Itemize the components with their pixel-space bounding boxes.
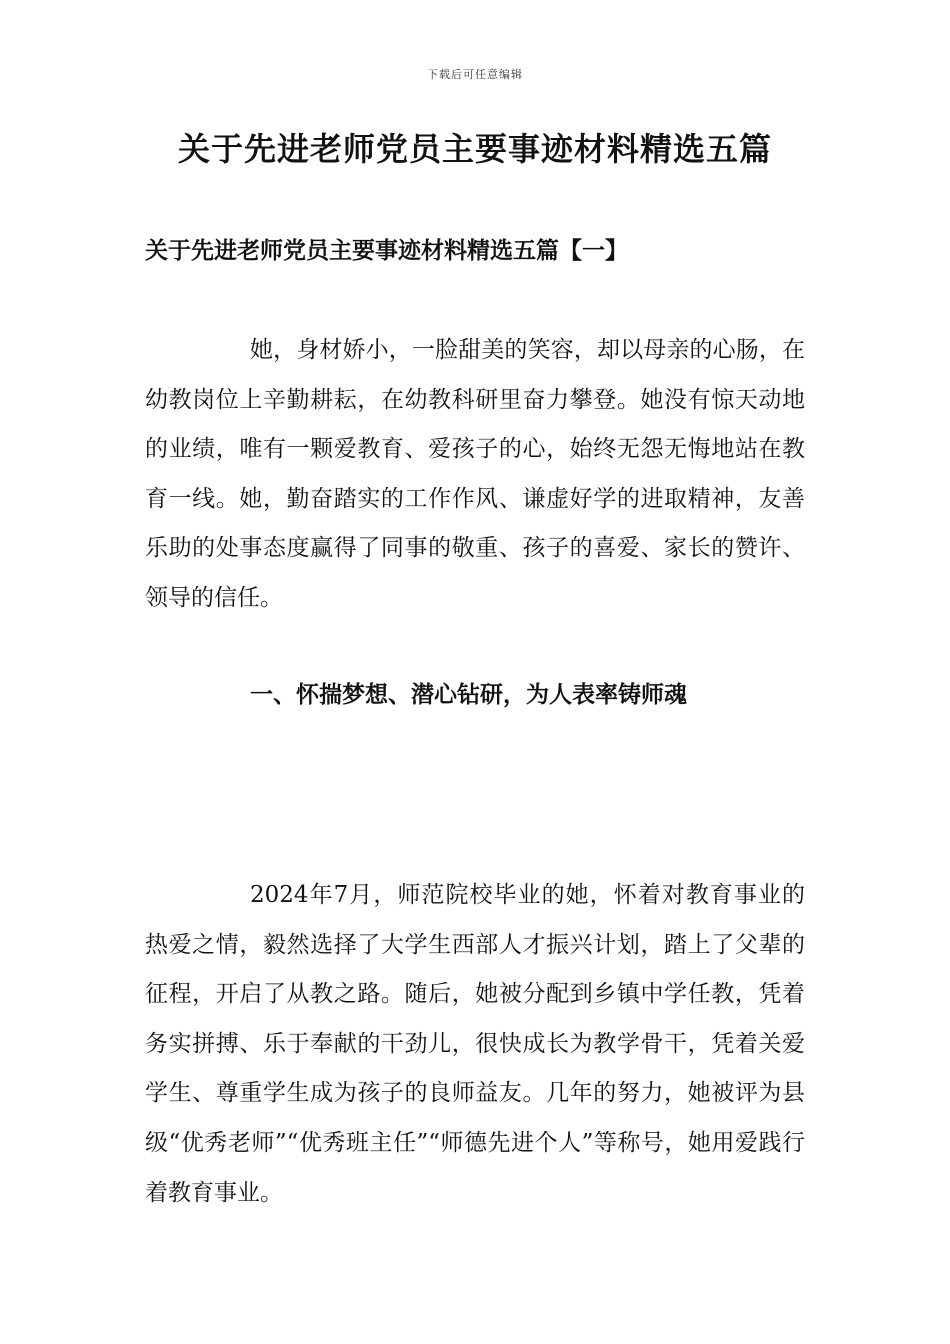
section-title: 关于先进老师党员主要事迹材料精选五篇【一】 — [145, 237, 628, 264]
subheading: 一、怀揣梦想、潜心钻研，为人表率铸师魂 — [250, 681, 687, 708]
body-paragraph: 2024年7月，师范院校毕业的她，怀着对教育事业的热爱之情，毅然选择了大学生西部人才振兴计划，踏上了父辈的征程，开启了从教之路。随后，她被分配到乡镇中学任教，凭着务实拼搏、乐于奉献的干劲儿，很快成长为教学骨干，凭着关爱学生、尊重学生成为孩子的良师益友。几年的努力，她被评为县级“优秀老师”“优秀班主任”“师德先进个人”等称号，她用爱践行着教育事业。 — [145, 882, 805, 1206]
body-paragraph: 她，身材娇小，一脸甜美的笑容，却以母亲的心肠，在幼教岗位上辛勤耕耘，在幼教科研里奋力攀登。她没有惊天动地的业绩，唯有一颗爱教育、爱孩子的心，始终无怨无悔地站在教育一线。她，勤奋踏实的工作作风、谦虚好学的进取精神，友善乐助的处事态度赢得了同事的敬重、孩子的喜爱、家长的赞许、领导的信任。 — [145, 337, 805, 611]
header-note: 下载后可任意编辑 — [427, 68, 523, 81]
document-title: 关于先进老师党员主要事迹材料精选五篇 — [177, 130, 772, 168]
